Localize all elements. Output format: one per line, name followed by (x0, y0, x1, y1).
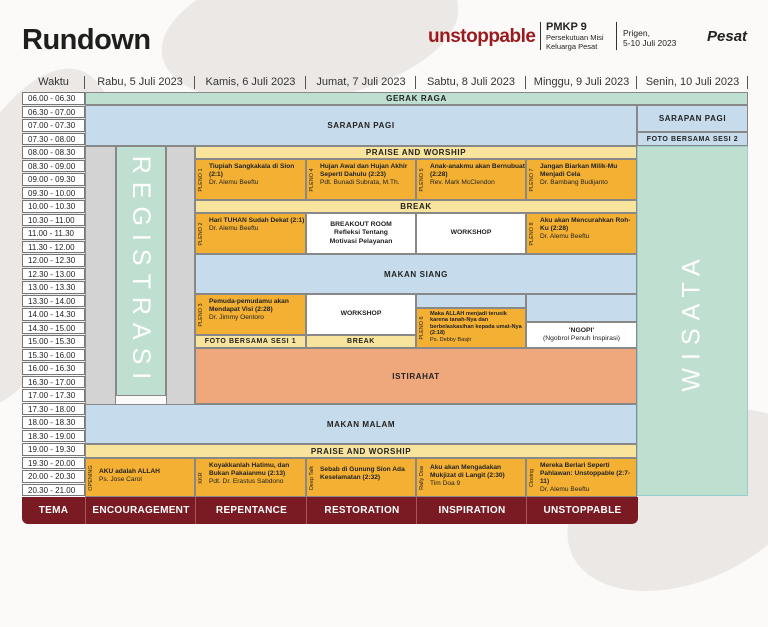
header-day1: Rabu, 5 Juli 2023 (85, 75, 195, 90)
band-praise-2: PRAISE AND WORSHIP (85, 444, 637, 458)
session-pleno-6: PLENO 6 Maka ALLAH menjadi terusik karena tanah-Nya dan berbelaskasihan kepada umat-Nya (2:18) Ps. Debby Basjir (416, 308, 526, 348)
time-slot: 09.30 - 10.00 (22, 187, 85, 200)
session-closing: Closing Mereka Berlari Seperti Pahlawan: Unstoppable (2:7-11) Dr. Alemu Beeftu (526, 458, 637, 497)
tema-label: TEMA (22, 497, 85, 524)
unstoppable-logo: unstoppable (428, 26, 536, 47)
band-gerak-raga: GERAK RAGA (85, 92, 748, 105)
session-opening: OPENING AKU adalah ALLAH Ps. Jose Carol (85, 458, 195, 497)
session-pleno-8: PLENO 8 Aku akan Mencurahkan Roh-Ku (2:28) Dr. Alemu Beeftu (526, 213, 637, 254)
foto-bersama-1: FOTO BERSAMA SESI 1 (195, 335, 306, 348)
page-title: Rundown (22, 24, 151, 56)
pesat-logo: Pesat (707, 28, 748, 45)
time-slot: 19.30 - 20.00 (22, 457, 85, 470)
time-slot: 07.30 - 08.00 (22, 133, 85, 146)
tema-day5: UNSTOPPABLE (526, 497, 638, 524)
time-slot: 17.30 - 18.00 (22, 403, 85, 416)
tema-day3: RESTORATION (306, 497, 417, 524)
band-sarapan-day6: SARAPAN PAGI (637, 105, 748, 132)
tema-day4: INSPIRATION (416, 497, 527, 524)
header-waktu: Waktu (22, 75, 85, 90)
ngopi: 'NGOPI' (Ngobrol Penuh Inspirasi) (526, 322, 637, 348)
time-slot: 06.00 - 06.30 (22, 92, 85, 105)
time-slot: 07.00 - 07.30 (22, 119, 85, 132)
band-praise-1: PRAISE AND WORSHIP (195, 146, 637, 159)
tema-day1: ENCOURAGEMENT (85, 497, 196, 524)
time-slot: 19.00 - 19.30 (22, 443, 85, 456)
band-makan-siang: MAKAN SIANG (195, 254, 637, 294)
session-pleno-1: PLENO 1 Tiupiah Sangkakala di Sion (2:1) Dr. Alemu Beeftu (195, 159, 306, 200)
empty-slot (526, 294, 637, 322)
time-slot: 18.00 - 18.30 (22, 416, 85, 429)
time-slot: 13.00 - 13.30 (22, 281, 85, 294)
tema-day2: REPENTANCE (195, 497, 307, 524)
time-slot: 12.00 - 12.30 (22, 254, 85, 267)
time-slot: 13.30 - 14.00 (22, 295, 85, 308)
divider (540, 22, 541, 50)
time-slot: 06.30 - 07.00 (22, 106, 85, 119)
session-pleno-7: PLENO 7 Jangan Biarkan Milik-Mu Menjadi Cela Dr. Bambang Budijanto (526, 159, 637, 200)
time-slot: 14.30 - 15.00 (22, 322, 85, 335)
foto-bersama-2: FOTO BERSAMA SESI 2 (637, 132, 748, 146)
time-slot: 09.00 - 09.30 (22, 173, 85, 186)
band-makan-malam: MAKAN MALAM (85, 404, 637, 444)
session-pleno-4: PLENO 4 Hujan Awal dan Hujan Akhir Seperti Dahulu (2:23) Pdt. Bunadi Subrata, M.Th. (306, 159, 416, 200)
time-slot: 08.30 - 09.00 (22, 160, 85, 173)
workshop-2: WORKSHOP (306, 294, 416, 335)
time-slot: 11.00 - 11.30 (22, 227, 85, 240)
band-sarapan: SARAPAN PAGI (85, 105, 637, 146)
time-slot: 10.00 - 10.30 (22, 200, 85, 213)
session-pleno-5: PLENO 5 Anak-anakmu akan Bernubuat (2:28) Rev. Mark McClendon (416, 159, 526, 200)
break-2: BREAK (306, 335, 416, 348)
time-slot: 15.30 - 16.00 (22, 349, 85, 362)
band-istirahat: ISTIRAHAT (195, 348, 637, 404)
header-day5: Minggu, 9 Juli 2023 (526, 75, 637, 90)
event-info: PMKP 9 Persekutuan Misi Keluarga Pesat (546, 21, 604, 51)
header-day4: Sabtu, 8 Juli 2023 (416, 75, 526, 90)
header-day2: Kamis, 6 Juli 2023 (195, 75, 306, 90)
divider (616, 22, 617, 50)
workshop-1: WORKSHOP (416, 213, 526, 254)
breakout-room: BREAKOUT ROOM Refleksi Tentang Motivasi Pelayanan (306, 213, 416, 254)
time-slot: 08.00 - 08.30 (22, 146, 85, 159)
empty-slot (416, 294, 526, 308)
time-slot: 16.00 - 16.30 (22, 362, 85, 375)
time-slot: 10.30 - 11.00 (22, 214, 85, 227)
session-kkr: KKR Koyakkanlah Hatimu, dan Bukan Pakaianmu (2:13) Pdt. Dr. Erastus Sabdono (195, 458, 306, 497)
time-slot: 20.00 - 20.30 (22, 470, 85, 483)
time-slot: 11.30 - 12.00 (22, 241, 85, 254)
time-slot: 16.30 - 17.00 (22, 376, 85, 389)
time-slot: 15.00 - 15.30 (22, 335, 85, 348)
session-pleno-3: PLENO 3 Pemuda-pemudamu akan Mendapat Visi (2:28) Dr. Jimmy Oentoro (195, 294, 306, 335)
time-slot: 12.30 - 13.00 (22, 268, 85, 281)
band-break: BREAK (195, 200, 637, 213)
session-pleno-2: PLENO 2 Hari TUHAN Sudah Dekat (2:1) Dr. Alemu Beeftu (195, 213, 306, 254)
header-day3: Jumat, 7 Juli 2023 (306, 75, 416, 90)
time-slot: 17.00 - 17.30 (22, 389, 85, 402)
time-slot: 18.30 - 19.00 (22, 430, 85, 443)
location-date: Prigen, 5-10 Juli 2023 (623, 28, 677, 48)
session-deep-talk: Deep Talk Sebab di Gunung Sion Ada Keselamatan (2:32) (306, 458, 416, 497)
wisata-block: WISATA (637, 146, 748, 496)
time-slot: 20.30 - 21.00 (22, 484, 85, 497)
header-day6: Senin, 10 Juli 2023 (637, 75, 748, 90)
registrasi-block: REGISTRASI (116, 146, 166, 396)
time-slot: 14.00 - 14.30 (22, 308, 85, 321)
session-rally-doa: Rally Doa Aku akan Mengadakan Mukjizat di Langit (2:30) Tim Doa 9 (416, 458, 526, 497)
